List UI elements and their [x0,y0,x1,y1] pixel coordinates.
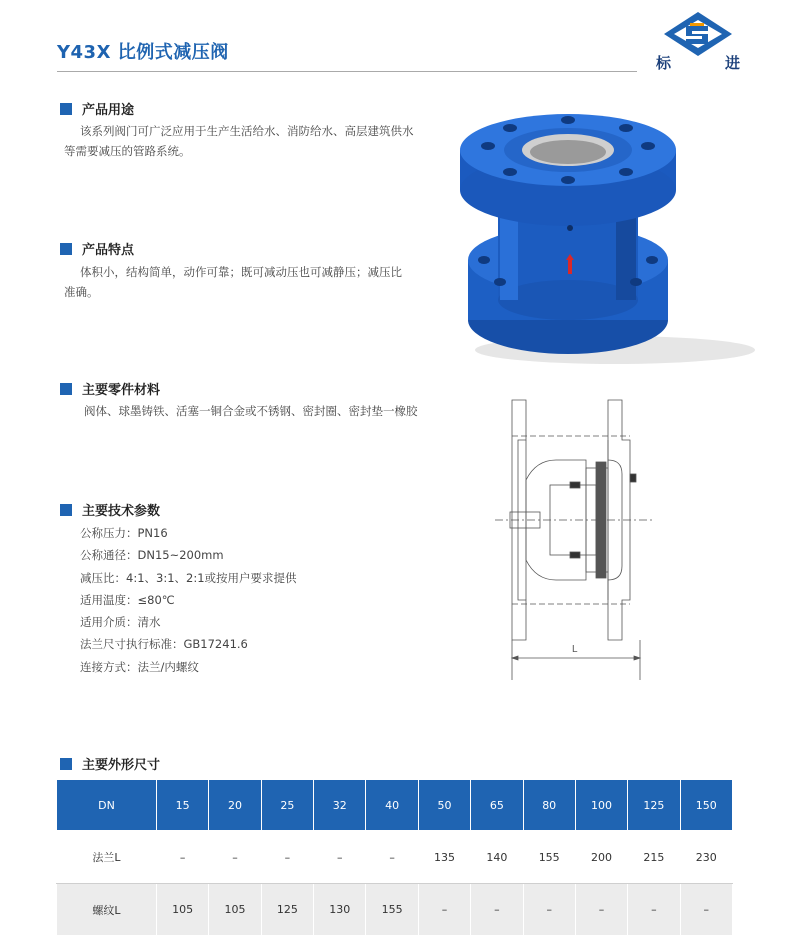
valve-product-image [440,110,760,370]
table-cell: 140 [471,831,523,884]
table-cell: – [523,884,575,936]
table-header-row [57,780,733,831]
header-cell: 15 [157,780,209,831]
features-line-2: 准确。 [64,285,99,299]
materials-text [84,401,418,421]
header-cell: 50 [418,780,470,831]
logo-char-1: 标 [656,54,672,72]
usage-line-1: 该系列阀门可广泛应用于生产生活给水、消防给水、高层建筑供水 [80,124,414,138]
section-marker-icon [60,243,72,255]
materials-line-1: 阀体、球墨铸铁、活塞一铜合金或不锈钢、密封圈、密封垫一橡胶 [84,404,418,418]
heading-text: 产品用途 [82,103,135,118]
section-materials-heading [60,379,160,398]
spec-row: 适用温度：≤80℃ [80,592,175,607]
heading-text: 主要零件材料 [82,383,161,398]
table-cell: 螺纹L [57,884,157,936]
logo-char-2: 进 [724,54,740,72]
table-cell: – [418,884,470,936]
table-row [57,884,733,936]
section-marker-icon [60,758,72,770]
section-specs-heading [60,500,160,519]
header-cell: 100 [575,780,627,831]
table-cell: 135 [418,831,470,884]
table-cell: 法兰L [57,831,157,884]
table-cell: – [680,884,732,936]
table-cell: – [471,884,523,936]
spec-row: 公称通径：DN15~200mm [80,548,224,563]
title-divider [57,71,637,72]
table-cell: 230 [680,831,732,884]
features-text [64,262,402,302]
table-cell: 215 [628,831,680,884]
table-row [57,831,733,884]
heading-text: 主要技术参数 [82,504,161,519]
table-cell: 125 [261,884,313,936]
header-cell: 150 [680,780,732,831]
header-cell: 125 [628,780,680,831]
table-cell: 155 [523,831,575,884]
table-cell: 105 [157,884,209,936]
section-marker-icon [60,103,72,115]
table-cell: 105 [209,884,261,936]
table-cell: 155 [366,884,418,936]
header-cell: 25 [261,780,313,831]
dimension-L-label: L [572,644,578,655]
table-cell: – [157,831,209,884]
heading-text: 主要外形尺寸 [82,758,161,773]
table-cell: – [628,884,680,936]
table-cell: – [575,884,627,936]
valve-section-drawing [490,390,660,685]
usage-line-2: 等需要减压的管路系统。 [64,144,191,158]
spec-row: 法兰尺寸执行标准：GB17241.6 [80,637,248,652]
features-line-1: 体积小，结构简单，动作可靠；既可减动压也可减静压；减压比 [80,265,402,279]
table-cell: – [261,831,313,884]
section-features-heading [60,239,134,258]
spec-row: 减压比：4:1、3:1、2:1或按用户要求提供 [80,570,297,585]
section-usage-heading [60,99,134,118]
table-cell: – [366,831,418,884]
header-cell: 20 [209,780,261,831]
header-cell: DN [57,780,157,831]
usage-text [64,121,414,161]
header-cell: 32 [314,780,366,831]
section-dimensions-heading [60,754,160,773]
spec-row: 连接方式：法兰/内螺纹 [80,659,199,674]
spec-row: 公称压力：PN16 [80,526,168,540]
heading-text: 产品特点 [82,243,135,258]
page-title: Y43X 比例式减压阀 [57,42,229,63]
header-cell: 65 [471,780,523,831]
table-cell: – [209,831,261,884]
section-marker-icon [60,504,72,516]
brand-logo-text [652,52,744,73]
spec-row: 适用介质：清水 [80,615,161,630]
table-cell: 130 [314,884,366,936]
dimensions-table [56,779,733,936]
header-cell: 80 [523,780,575,831]
section-marker-icon [60,383,72,395]
table-cell: – [314,831,366,884]
spec-list [80,522,297,678]
header-cell: 40 [366,780,418,831]
table-cell: 200 [575,831,627,884]
